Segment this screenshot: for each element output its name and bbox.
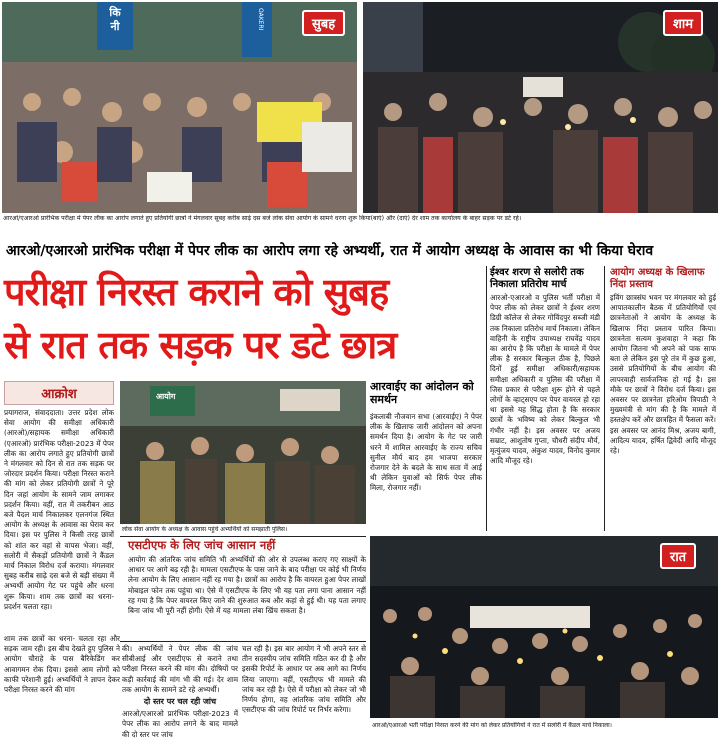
stf-body <box>128 555 366 641</box>
col1-text: प्रयागराज, संवाददाता। उत्तर प्रदेश लोक सेवा आयोग की समीक्षा अधिकारी (आरओ)/सहायक समीक्षा अधिकारी (एआरओ) प्रारंभिक परीक्षा-2023 में पेपर लीक का आरोप लगाते हुए प्रतियोगी छात्रों ने मंगलवार को दिन से रात तक सड़क पर जोरदार प्रदर्शन किया। परीक्षा निरस्त कराने की मांग को लेकर प्रतियोगी छात्रों ने पूरे दिन जहां आयोग के सामने जाम लगाकर प्रदर्शन किया। वहीं, रात में तकरीबन आठ बजे पैदल मार्च निकालकर एलनगंज स्थित आयोग के अध्यक्ष के आवास का घेराव कर दिया। इस पर पुलिस ने किसी तरह छात्रों को शांत कर वहां से वापस भेजा। वहीं, सलोरी में सैकड़ों प्रतियोगी छात्रों ने कैंडल मार्च निकाल विरोध दर्ज कराया। मंगलवार सुबह करीब साढ़े दस बजे से बड़ी संख्या में अभ्यर्थी आयोग गेट पर पहुंचे और धरना शुरू किया। शाम तक छात्रों का धरना-प्रदर्शन चलता रहा। <box>4 408 114 611</box>
building-sign-line-1: कि <box>109 6 121 19</box>
evening-tag: शाम <box>663 10 703 36</box>
ishwar-body <box>490 293 600 538</box>
night-photo-caption: आरओ/एआरओ भर्ती परीक्षा निरस्त करने की मांग को लेकर प्रतियोगियों ने रात में सलोरी में कैंडल मार्च निकाला। <box>372 722 612 729</box>
ishwar-text: आरओ-एआरओ व पुलिस भर्ती परीक्षा में पेपर लीक को लेकर छात्रों ने ईश्वर शरण डिग्री कॉलेज से लेकर गोविंदपुर सब्जी मंडी तक निकाला प्रतिरोध मार्च निकाला। लेकिन वाहिनी के राष्ट्रीय उपाध्यक्ष राघवेंद्र यादव का आरोप है कि परीक्षा के मामले में पेपर लीक है सरकार बिल्कुल ठीक है, पिछले दिनों हुई समीक्षा अधिकारी/सहायक समीक्षा अधिकारी व पुलिस की परीक्षा में जिस प्रकार से परीक्षा शुरू होने से पहले लोगों के व्हाट्सएप पर पेपर वायरल हो रहा था इससे यह सिद्ध होता है कि सरकार छात्रों के भविष्य को लेकर बिल्कुल भी गंभीर नहीं है। इस अवसर पर अजय सम्राट, आशुतोष गुप्ता, चौधरी संदीप मौर्य, मृत्युंजय यादव, अंकुश यादव, विनोद कुमार आदि मौजूद रहे। <box>490 293 600 466</box>
morning-tag: सुबह <box>302 10 345 36</box>
col1-body <box>4 408 114 632</box>
building-sign-line-2: नी <box>110 20 120 33</box>
photo-banner: आयोग <box>156 392 176 401</box>
bottom-col3-text: चल रही है। इस बार आयोग ने भी अपने स्तर से तीन सदस्यीय जांच समिति गठित कर दी है और इसकी रिपोर्ट के आधार पर अब आगे का निर्णय लिया जाएगा। वहीं, एसटीएफ भी मामले की जांच कर रही है। ऐसे में परीक्षा को लेकर जो भी निर्णय होगा, वह आंतरिक जांच समिति और एसटीएफ की जांच रिपोर्ट पर निर्भर करेगा। <box>242 644 366 715</box>
vertical-rule-2 <box>604 266 605 531</box>
stf-heading: एसटीएफ के लिए जांच आसान नहीं <box>128 538 276 552</box>
bottom-col2b-text: आरओ/एआरओ प्रारंभिक परीक्षा-2023 में पेपर लीक का आरोप लगने के बाद मामले की दो स्तर पर जांच <box>122 709 238 738</box>
kicker: आरओ/एआरओ प्रारंभिक परीक्षा में पेपर लीक का आरोप लगा रहे अभ्यर्थी, रात में आयोग अध्यक्ष के आवास का भी किया घेराव <box>6 243 654 259</box>
col1b-body <box>4 634 120 738</box>
arvai-body <box>370 412 482 532</box>
police-photo-caption: लोक सेवा आयोग के अध्यक्ष के आवास पहुंचे अभ्यर्थियों को समझाती पुलिस। <box>122 526 288 533</box>
subhead-two-level-probe: दो स्तर पर चल रही जांच <box>143 697 217 707</box>
bottom-col2-text: की। अभ्यर्थियों ने पेपर लीक की जांच सीबीआई और एसटीएफ से कराने तथा परीक्षा निरस्त करने की मांग की। दोषियों पर कड़ी कार्रवाई की मांग भी की गई। देर शाम तक आयोग के सामने डटे रहे अभ्यर्थी। <box>122 644 238 694</box>
section-rule <box>120 536 366 537</box>
bottom-col3 <box>242 644 366 738</box>
bottom-rule <box>120 641 366 642</box>
top-photo-caption: आरओ/एआरओ प्रारंभिक परीक्षा में पेपर लीक का आरोप लगाते हुए प्रतियोगी छात्रों ने मंगलवार सुबह करीब साढ़े दस बजे लोक सेवा आयोग के सामने धरना शुरू किया(बाएं) और (दाएं) देर शाम तक कार्यालय के बाहर सड़क पर डटे रहे। <box>3 215 522 222</box>
night-tag: रात <box>660 543 696 569</box>
building-sign-vertical: OAKERI <box>257 8 264 31</box>
stf-text: आयोग की आंतरिक जांच समिति भी अभ्यर्थियों की ओर से उपलब्ध कराए गए साक्ष्यों के आधार पर आगे बढ़ रही है। मामला एसटीएफ के पास जाने के बाद परीक्षा पर कोई भी निर्णय लेना आयोग के लिए आसान नहीं रह गया है। छात्रों का आरोप है कि वायरल हुआ पेपर लाखों मोबाइल फोन तक पहुंचा था। ऐसे में एसटीएफ के लिए भी यह पता लगा पाना आसान नहीं रह गया है कि पेपर वायरल किए जाने की शुरुआत कब और कहां से हुई थी। यह पता लगाए बिना जांच भी पूरी नहीं होगी। ऐसे में यह मामला लंबा खिंच सकता है। <box>128 555 366 616</box>
headline-line-2: से रात तक सड़क पर डटे छात्र <box>4 323 397 367</box>
aakrosh-label-box <box>4 381 114 405</box>
ayog-body <box>610 293 716 538</box>
aakrosh-label: आक्रोश <box>41 387 77 402</box>
building-sign <box>97 6 133 34</box>
col1b-text: शाम तक छात्रों का धरना- चलता रहा और सड़क जाम रही। इस बीच देखते हुए पुलिस ने आयोग चौराहे के पास बैरिकेडिंग कर आवागमन रोक दिया। इससे आम लोगों को काफी परेशानी हुई। अभ्यर्थियों ने ज्ञापन देकर परीक्षा निरस्त करने की मांग <box>4 634 120 695</box>
arvai-text: इंकलाबी नौजवान सभा (आरवाईए) ने पेपर लीक के खिलाफ जारी आंदोलन को अपना समर्थन दिया है। आयोग के गेट पर जारी धरने में शामिल आरवाईए के राज्य सचिव सुनील मौर्य बाद हम भाजपा सरकार रोजगार देने के बदले के साथ सता में आई थी लेकिन युवाओं को सिर्फ पेपर लीक मिला, रोजगार नहीं। <box>370 412 482 493</box>
ayog-heading: आयोग अध्यक्ष के खिलाफ निंदा प्रस्ताव <box>610 267 705 290</box>
arvai-heading: आरवाईए का आंदोलन को समर्थन <box>370 380 474 406</box>
vertical-rule-1 <box>486 266 487 531</box>
ishwar-heading: ईश्वर शरण से सलोरी तक निकाला प्रतिरोध मार्च <box>490 267 584 290</box>
headline-line-1: परीक्षा निरस्त कराने को सुबह <box>4 270 389 314</box>
police-photo <box>120 381 366 524</box>
ayog-text: इविंग छात्रसंघ भवन पर मंगलवार को हुई आपातकालीन बैठक में प्रतियोगियों एवं छात्रनेताओं ने आयोग के अध्यक्ष के खिलाफ निंदा प्रस्ताव पारित किया। छात्रनेता सत्यम कुशवाहा ने कहा कि आयोग जितना भी अपने को पाक साफ बता ले लेकिन इस पूरे तंत्र में कुछ हुआ, उससे प्रतियोगियों के बीच आयोग की लापरवाही सार्वजनिक हो गई है। इस मौके पर छात्रों ने विरोध दर्ज किया। इस अवसर पर छात्रनेता हरिओम त्रिपाठी ने मुख्यमंत्री से मांग की है कि मामले में हस्तक्षेप करें और छात्रहित में फैसला करें। इस अवसर पर आनंद मिश्र, अजय बागी, आदित्य यादव, हर्षित द्विवेदी आदि मौजूद रहे। <box>610 293 716 456</box>
bottom-col2 <box>122 644 238 738</box>
